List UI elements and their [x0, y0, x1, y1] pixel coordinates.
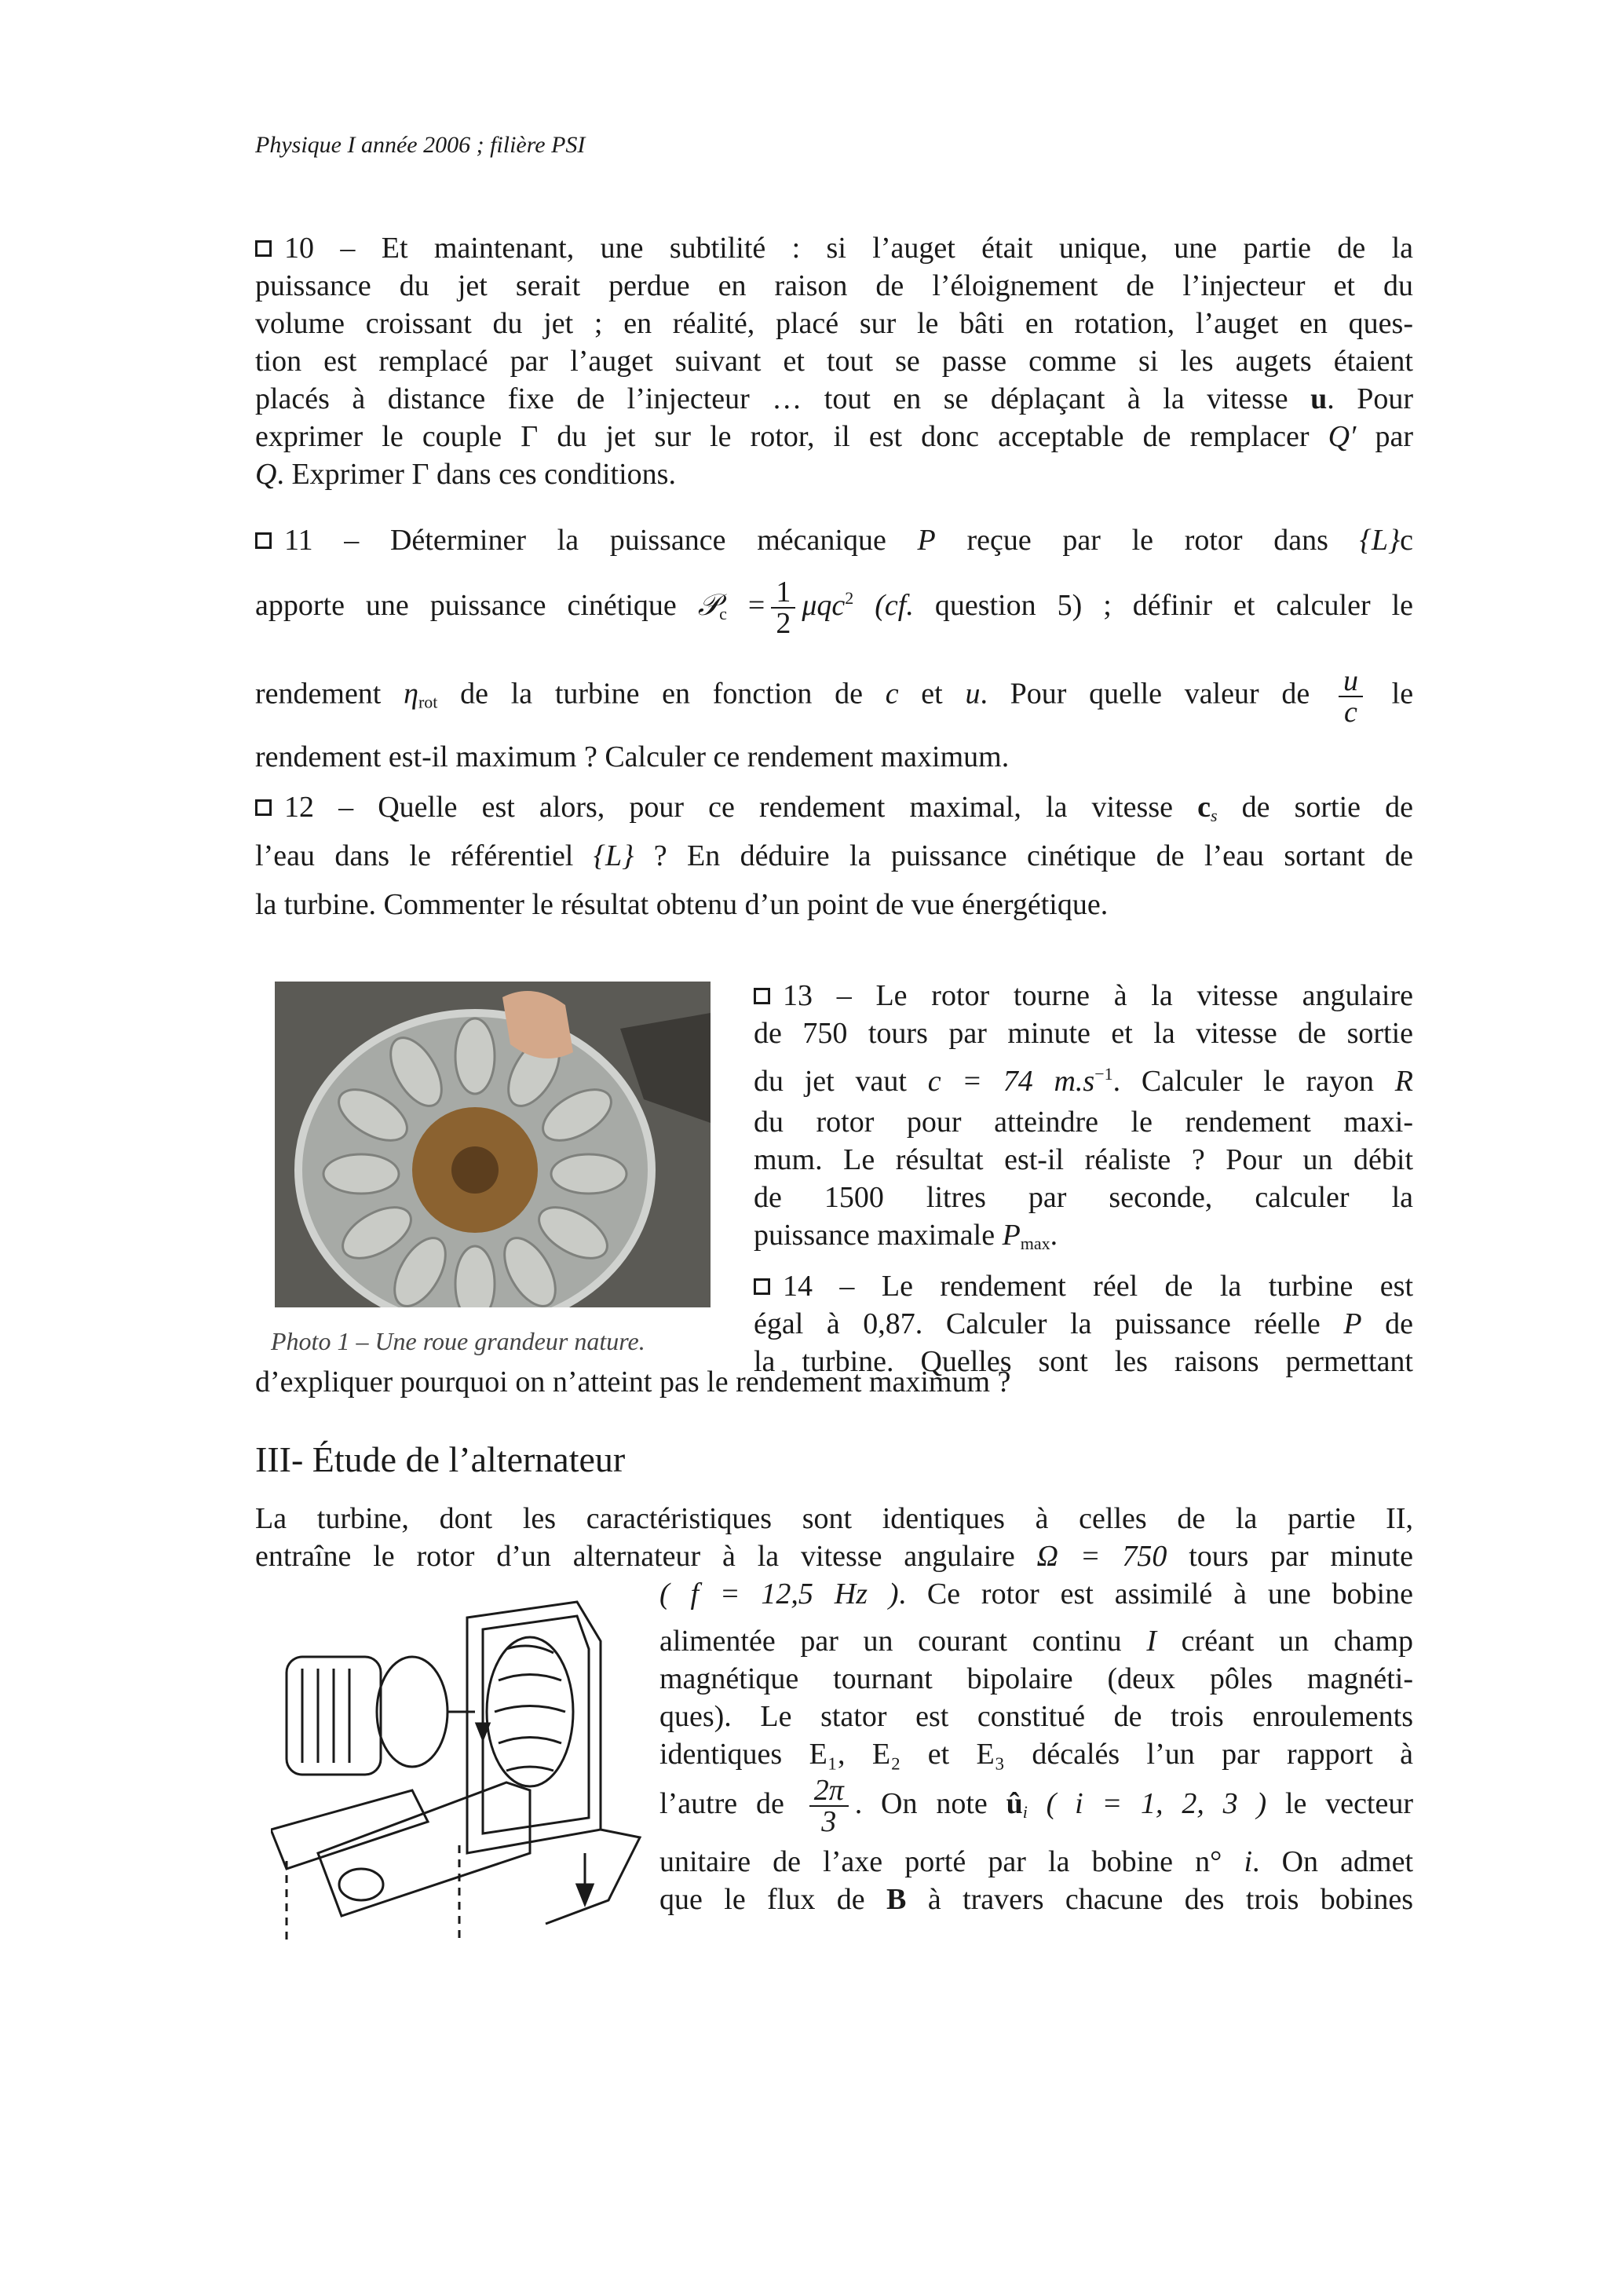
checkbox-icon — [754, 988, 770, 1004]
section3-text: ( f = 12,5 Hz ). Ce rotor est assimilé à une bobine alimentée par un courant continu I créant un champ magnétique tournant bipolaire (deux pôles magnéti- ques). Le stator est constitué de trois enroulements identiques E₁, E₂ et E₃ décalés l’un par rapport à l’autre de $\frac{2\pi}{3}$ . On note $û_i$ ( i = 1, 2, 3 ) le vecteur unitaire de l’axe porté par la bobine n° i. On admet que le flux de B à travers chacune des trois bobines — [659, 1578, 1414, 1916]
question-11: 11 – Déterminer la puissance mécanique P reçue par le rotor dans {L}c — [255, 521, 1413, 559]
question-14-end: d’expliquer pourquoi on n’atteint pas le rendement maximum ? — [255, 1366, 1011, 1398]
checkbox-icon — [255, 532, 272, 549]
checkbox-icon — [754, 1278, 770, 1295]
turbine-wheel-photo — [275, 982, 711, 1307]
question-12-b: l’eau dans le référentiel {L} ? En déduire la puissance cinétique de l’eau sortant de — [255, 839, 1414, 872]
question-11-end: rendement est-il maximum ? Calculer ce rendement maximum. — [255, 740, 1010, 773]
question-10: 10 – Et maintenant, une subtilité : si l’auget était unique, une partie de la puissance du jet serait perdue en raison de l’éloignement de l’injecteur et du volume croissant du jet ; en réalité, placé sur le bâti en rotation, l’auget en ques- tion est remplacé par l’auget suivant et tout se passe comme si les augets étaient placés à distance fixe de l’injecteur … tout en se déplaçant à la vitesse u. Pour exprimer le couple Γ du jet sur le rotor, il est donc acceptable de remplacer Q′ par Q. Exprimer Γ dans ces conditions. — [255, 232, 1414, 491]
question-13: 13 – Le rotor tourne à la vitesse angulaire de 750 tours par minute et la vitesse de sortie du jet vaut c = 74 $m.s^{-1}$. Calculer le rayon R du rotor pour atteindre le rendement maxi- mum. Le résultat est-il réaliste ? Pour un débit de 1500 litres par seconde, calculer la puissance maximale $P_{max}$. — [754, 979, 1414, 1253]
checkbox-icon — [255, 240, 272, 257]
question-14: 14 – Le rendement réel de la turbine est égal à 0,87. Calculer la puissance réelle P de la turbine. Quelles sont les raisons permettant — [754, 1270, 1413, 1378]
question-12: 12 – Quelle est alors, pour ce rendement maximal, la vitesse $c_s$ de sortie de — [255, 788, 1413, 835]
section3-intro: La turbine, dont les caractéristiques sont identiques à celles de la partie II, entraîne le rotor d’un alternateur à la vitesse angulaire Ω = 750 tours par minute — [255, 1502, 1414, 1573]
checkbox-icon — [255, 799, 272, 816]
photo-caption: Photo 1 – Une roue grandeur nature. — [271, 1327, 645, 1355]
question-12-c: la turbine. Commenter le résultat obtenu d’un point de vue énergétique. — [255, 888, 1109, 921]
page-header: Physique I année 2006 ; filière PSI — [255, 132, 586, 158]
question-11-eta: rendement $\eta_{rot}$ de la turbine en fonction de c et u. Pour quelle valeur de $\frac{u}{c}$ le — [255, 664, 1414, 729]
question-11-eq: apporte une puissance cinétique 𝒫$_c$ = $\frac{1}{2}$ μqc$^2$ (cf. question 5) ; définir et calculer le — [255, 576, 1414, 641]
section-title: III- Étude de l’alternateur — [255, 1439, 626, 1479]
alternator-turbine-diagram — [271, 1594, 648, 1947]
